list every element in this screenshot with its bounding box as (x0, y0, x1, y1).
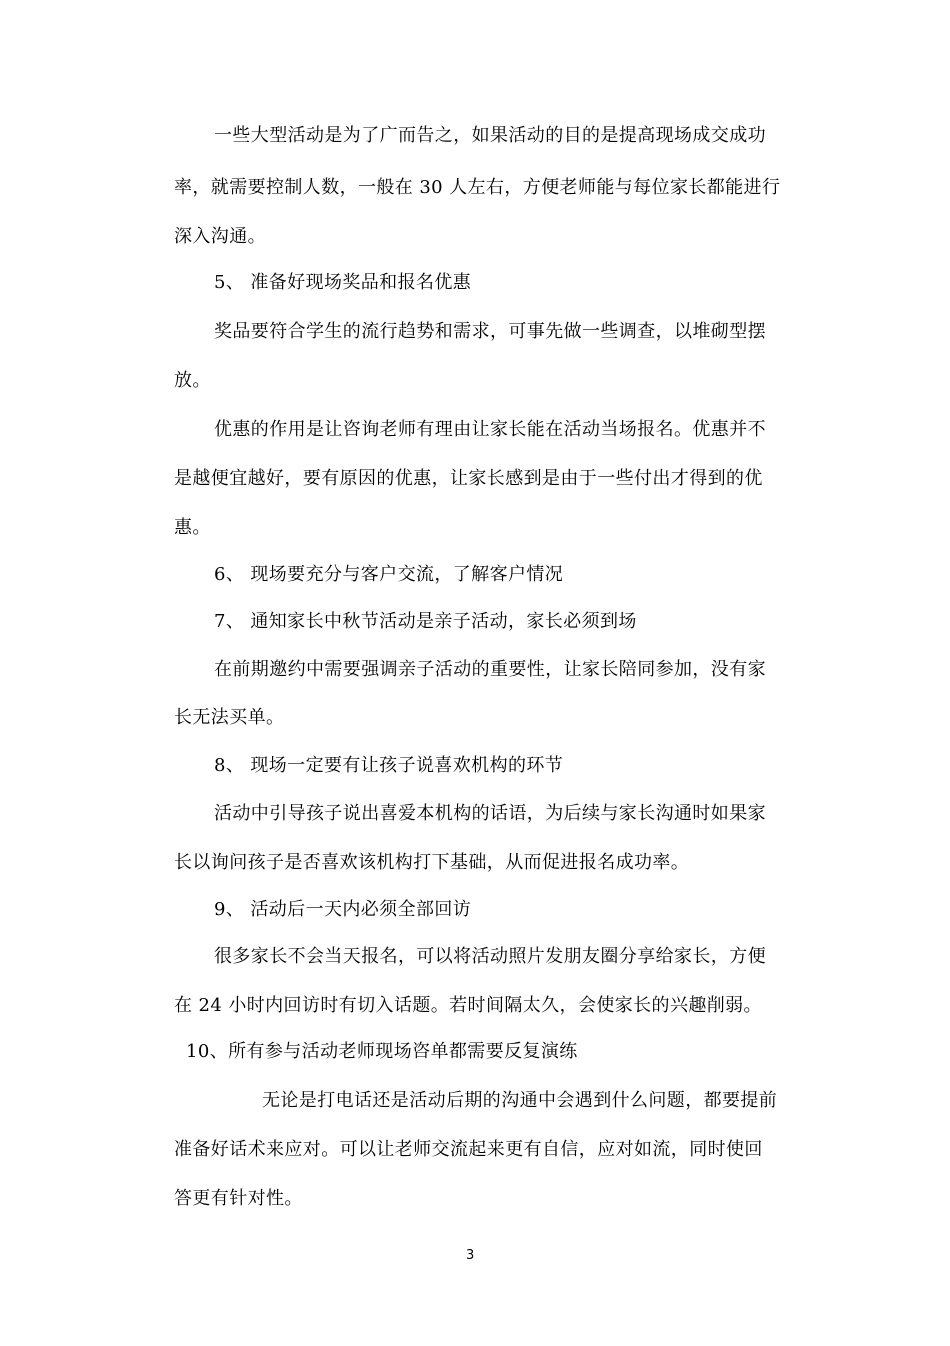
paragraph-line: 活动中引导孩子说出喜爱本机构的话语，为后续与家长沟通时如果家 (214, 803, 766, 824)
paragraph-line: 答更有针对性。 (174, 1188, 303, 1209)
paragraph-line: 在前期邀约中需要强调亲子活动的重要性，让家长陪同参加，没有家 (214, 659, 766, 680)
paragraph-line: 放。 (174, 370, 211, 391)
section-heading-8: 8、 现场一定要有让孩子说喜欢机构的环节 (214, 755, 564, 776)
section-heading-6: 6、 现场要充分与客户交流，了解客户情况 (214, 564, 564, 585)
page-number: 3 (466, 1248, 475, 1263)
paragraph-line: 在 24 小时内回访时有切入话题。若时间隔太久，会使家长的兴趣削弱。 (174, 995, 762, 1016)
section-heading-10: 10、所有参与活动老师现场咨单都需要反复演练 (186, 1041, 578, 1062)
paragraph-line: 长无法买单。 (174, 707, 285, 728)
paragraph-line: 是越便宜越好，要有原因的优惠，让家长感到是由于一些付出才得到的优 (174, 468, 763, 489)
paragraph-line: 长以询问孩子是否喜欢该机构打下基础，从而促进报名成功率。 (174, 852, 690, 873)
paragraph-line: 无论是打电话还是活动后期的沟通中会遇到什么问题，都要提前 (262, 1090, 778, 1111)
paragraph-line: 率，就需要控制人数，一般在 30 人左右，方便老师能与每位家长都能进行 (174, 177, 781, 198)
paragraph-line: 惠。 (174, 517, 211, 538)
paragraph-line: 很多家长不会当天报名，可以将活动照片发朋友圈分享给家长，方便 (214, 946, 766, 967)
paragraph-line: 准备好话术来应对。可以让老师交流起来更有自信，应对如流，同时使回 (174, 1139, 763, 1160)
paragraph-line: 深入沟通。 (174, 226, 266, 247)
section-heading-7: 7、 通知家长中秋节活动是亲子活动，家长必须到场 (214, 611, 637, 632)
paragraph-line: 一些大型活动是为了广而告之，如果活动的目的是提高现场成交成功 (214, 125, 766, 146)
section-heading-5: 5、 准备好现场奖品和报名优惠 (214, 272, 472, 293)
paragraph-line: 优惠的作用是让咨询老师有理由让家长能在活动当场报名。优惠并不 (214, 419, 766, 440)
section-heading-9: 9、 活动后一天内必须全部回访 (214, 899, 472, 920)
paragraph-line: 奖品要符合学生的流行趋势和需求，可事先做一些调查，以堆砌型摆 (214, 321, 766, 342)
